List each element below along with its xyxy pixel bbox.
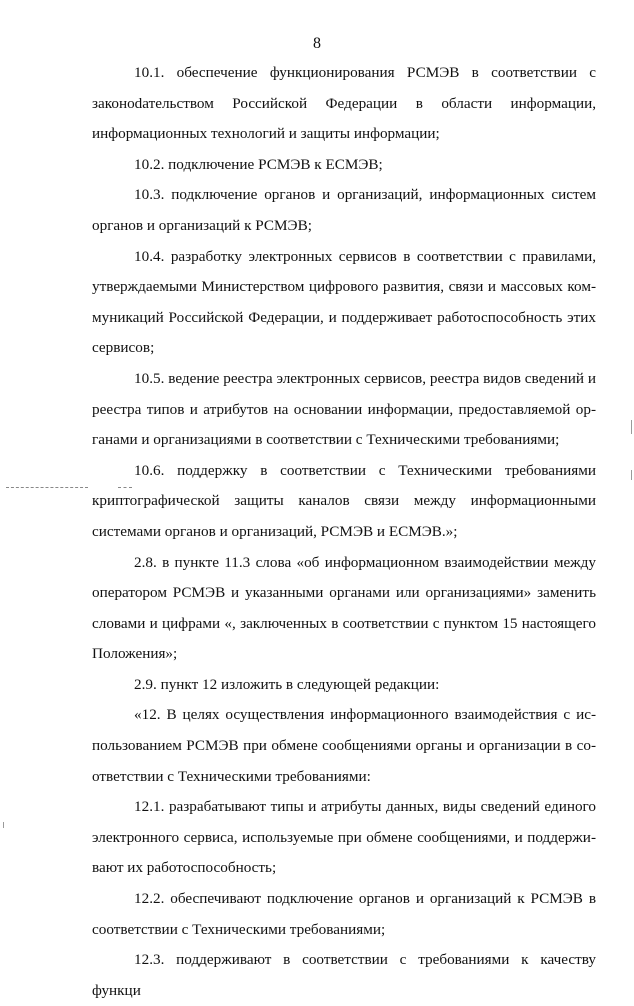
scan-artifact-left-mark	[3, 822, 4, 828]
document-body	[92, 58, 596, 1006]
paragraph-12: «12. В целях осуществления информационного взаимодействия с использованием РСМЭВ при обмене сообщениями органы и организации в соответствии с Техническими требованиями:	[92, 706, 596, 785]
scan-artifact-edge-mark	[631, 420, 632, 434]
paragraph-10-5: 10.5. ведение реестра электронных сервисов, реестра видов сведений и реестра типов и атрибутов на основании информации, предоставляемой органами и организациями в соответствии с Техническими требованиями;	[92, 369, 596, 449]
paragraph-10-2: 10.2. подключение РСМЭВ к ЕСМЭВ;	[134, 155, 383, 173]
paragraph-10-6: 10.6. поддержку в соответствии с Техническими требованиями криптографической защиты каналов связи между информационными системами органов и организаций, РСМЭВ и ЕСМЭВ.»;	[92, 461, 596, 540]
paragraph-12-2: 12.2. обеспечивают подключение органов и организаций к РСМЭВ в соответствии с Техническими требованиями;	[92, 890, 596, 938]
paragraph-10-4: 10.4. разработку электронных сервисов в соответствии с правилами, утверждаемыми Министерством цифрового развития, связи и массовых коммуникаций Российской Федерации, и поддерживает работоспособность этих сервисов;	[92, 247, 596, 357]
paragraph-12-3: 12.3. поддерживают в соответствии с требованиями к качеству функци	[92, 951, 596, 999]
scan-artifact-dash-left	[6, 487, 88, 488]
scan-artifact-edge-mark-2	[631, 470, 632, 480]
scan-artifact-dash-right	[118, 487, 132, 488]
paragraph-12-1: 12.1. разрабатывают типы и атрибуты данных, виды сведений единого электронного сервиса, используемые при обмене сообщениями, и поддерживают их работоспособность;	[92, 798, 596, 877]
page-number: 8	[313, 35, 321, 52]
paragraph-10-1: 10.1. обеспечение функционирования РСМЭВ в соответствии с законоdательством Российской Федерации в области информации, информационных технологий и защиты информации;	[92, 64, 596, 143]
paragraph-10-3: 10.3. подключение органов и организаций, информационных систем органов и организаций к РСМЭВ;	[92, 186, 596, 234]
paragraph-2-8: 2.8. в пункте 11.3 слова «об информационном взаимодействии между оператором РСМЭВ и указанными органами или организациями» заменить словами и цифрами «, заключенных в соответствии с пунктом 15 настоящего Положения»;	[92, 553, 596, 663]
paragraph-2-9: 2.9. пункт 12 изложить в следующей редакции:	[134, 675, 440, 693]
